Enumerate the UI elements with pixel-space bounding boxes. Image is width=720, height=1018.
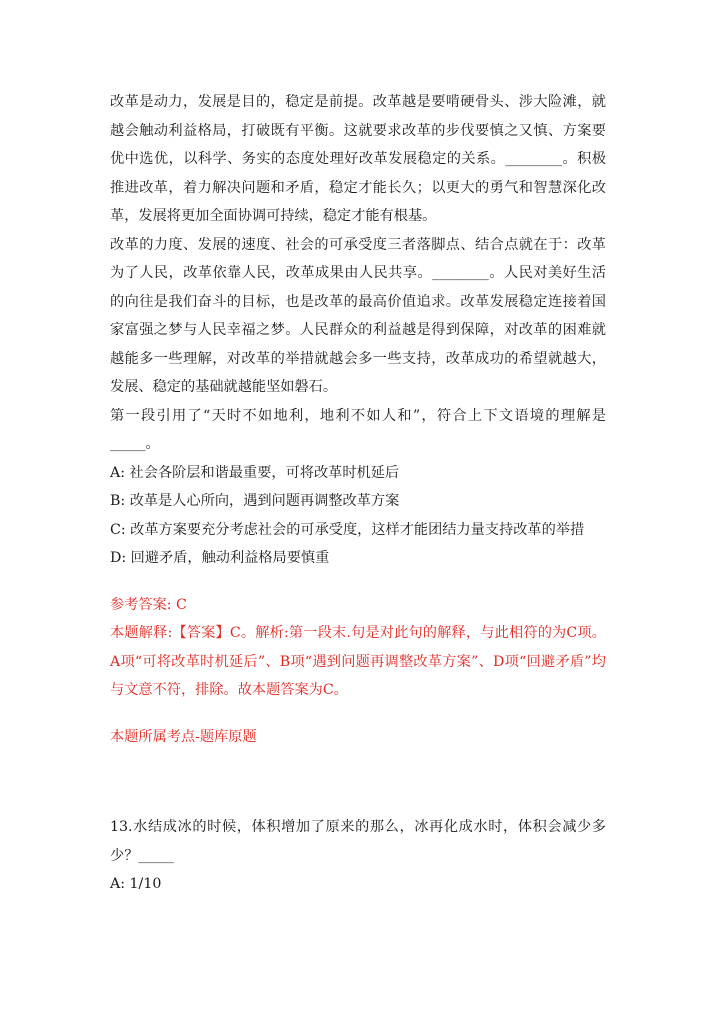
answer-explanation: 本题解释:【答案】C。解析:第一段末.句是对此句的解释，与此相符的为C项。A项“可将改革时机延后”、B项“遇到问题再调整改革方案”、D项“回避矛盾”均与文意不符，排除。故本题答案为C。 — [110, 625, 606, 698]
reference-answer: 参考答案: C — [110, 596, 187, 613]
option-b: B: 改革是人心所向，遇到问题再调整改革方案 — [110, 493, 400, 509]
option-c: C: 改革方案要充分考虑社会的可承受度，这样才能团结力量支持改革的举措 — [110, 521, 585, 538]
option-a: A: 社会各阶层和谐最重要，可将改革时机延后 — [110, 464, 400, 481]
question-13-option-a: A: 1/10 — [110, 876, 162, 892]
document-page — [110, 88, 606, 899]
option-d: D: 回避矛盾，触动利益格局要慎重 — [110, 550, 330, 566]
passage-paragraph-2: 改革的力度、发展的速度、社会的可承受度三者落脚点、结合点就在于：改革为了人民，改革依靠人民，改革成果由人民共享。________。人民对美好生活的向往是我们奋斗的目标，也是改革的最高价值追求。改革发展稳定连接着国家富强之梦与人民幸福之梦。人民群众的利益越是得到保障，对改革的困难就越能多一些理解，对改革的举措就越会多一些支持，改革成功的希望就越大，发展、稳定的基础就越能坚如磐石。 — [110, 236, 606, 395]
knowledge-point: 本题所属考点-题库原题 — [110, 728, 257, 745]
passage-paragraph-1: 改革是动力，发展是目的，稳定是前提。改革越是要啃硬骨头、涉大险滩，就越会触动利益格局，打破既有平衡。这就要求改革的步伐要慎之又慎、方案要优中选优，以科学、务实的态度处理好改革发展稳定的关系。________。积极推进改革，着力解决问题和矛盾，稳定才能长久；以更大的勇气和智慧深化改革，发展将更加全面协调可持续，稳定才能有根基。 — [110, 94, 606, 224]
question-13-stem: 13.水结成冰的时候，体积增加了原来的那么，冰再化成水时，体积会减少多少？_____ — [110, 819, 606, 864]
question-stem: 第一段引用了“天时不如地利，地利不如人和”，符合上下文语境的理解是_____。 — [110, 407, 606, 452]
answer-block — [110, 591, 606, 705]
question-13 — [110, 813, 606, 899]
options-list — [110, 459, 606, 573]
